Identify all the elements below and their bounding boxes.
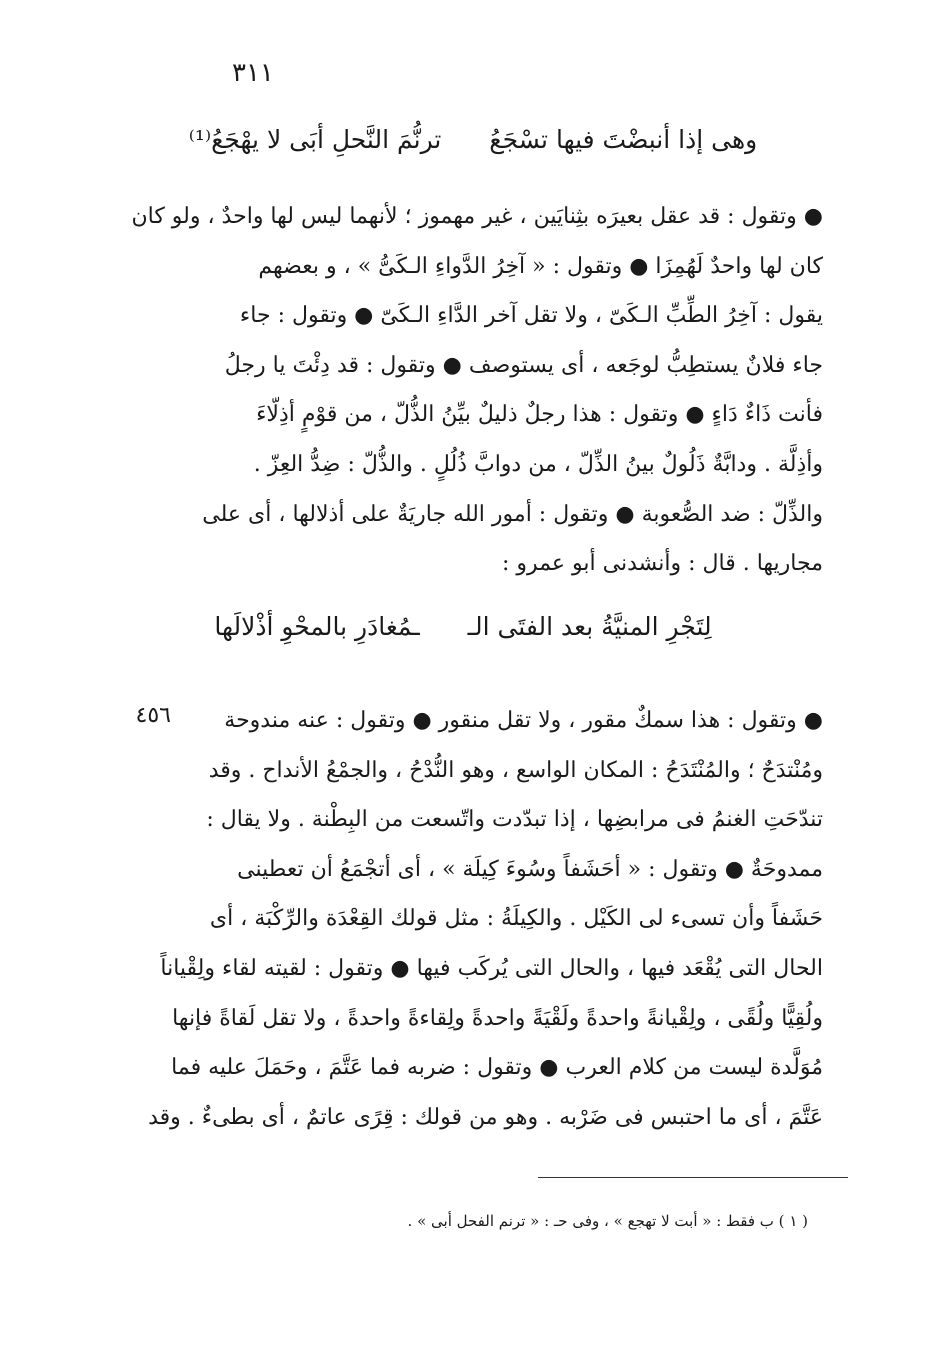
text-line: فأنت ذَاءٌ دَاءٍ ● وتقول : هذا رجلٌ ذليلٌ بيِّنُ الذُّلّ ، من قوْمٍ أذِلّاءَ xyxy=(256,402,823,428)
text-line: عَتَّمَ ، أى ما احتبس فى ضَرْبه . وهو من قولك : قِرًى عاتمٌ ، أى بطىءٌ . وقد xyxy=(148,1104,823,1130)
text-line: كان لها واحدٌ لَهُمِزَا ● وتقول : « آخِرُ الدَّواءِ الـكَىُّ » ، و بعضهم xyxy=(258,253,823,279)
text-line: ● وتقول : هذا سمكٌ مقور ، ولا تقل منقور ● وتقول : عنه مندوحة xyxy=(224,708,823,733)
footnote-divider xyxy=(538,1177,848,1178)
text-line: وأذِلَّة . ودابَّةٌ ذَلُولٌ بينُ الذِّلّ ، من دوابَّ ذُلُلٍ . والذُّلّ : ضِدُّ العِزّ . xyxy=(253,451,823,477)
paragraph-2 xyxy=(113,696,823,1142)
text-line: ولُقِيًّا ولُقًى ، ولِقْيانةً واحدةً ولَقْيَةً واحدةً ولِقاءةً واحدةً ، ولا تقل لَقاةً فإنها xyxy=(172,1005,823,1031)
verse-1-first-hemistich: وهى إذا أنبضْتَ فيها تسْجَعُ xyxy=(489,125,758,154)
verse-2-first-hemistich: لِتَجْرِ المنيَّةُ بعد الفتَى الـ xyxy=(467,612,712,641)
text-line: حَشَفاً وأن تسىء لى الكَيْل . والكِيلَةُ : مثل قولك القِعْدَة والرِّكْبَة ، أى xyxy=(209,906,823,932)
text-line: مجاريها . قال : وأنشدنى أبو عمرو : xyxy=(502,551,823,577)
text-line: ممدوحَةٌ ● وتقول : « أحَشَفاً وسُوءَ كِيلَة » ، أى أتجْمَعُ أن تعطينى xyxy=(237,856,823,882)
text-line: ومُنْتدَحٌ ؛ والمُنْتَدَحُ : المكان الواسع ، وهو النُّدْحُ ، والجمْعُ الأنداح . وقد xyxy=(208,757,823,783)
text-line: تندّحَتِ الغنمُ فى مرابضِها ، إذا تبدّدت واتّسعت من البِطْنة . ولا يقال : xyxy=(206,807,823,833)
paragraph-1 xyxy=(113,192,823,589)
text-line: جاء فلانٌ يستطِبُّ لوجَعه ، أى يستوصف ● وتقول : قد دِئْتَ يا رجلُ xyxy=(224,352,823,378)
verse-1 xyxy=(123,125,823,154)
text-line: مُوَلَّدة ليست من كلام العرب ● وتقول : ضربه فما عَتَّمَ ، وحَمَلَ عليه فما xyxy=(171,1055,823,1081)
footnote: ( ١ ) ب فقط : « أبت لا تهجع » ، وفى حـ : « ترنم الفحل أبى » . xyxy=(407,1212,808,1230)
verse-1-second-hemistich: ترنُّمَ النَّحلِ أبَى لا يهْجَعُ⁽¹⁾ xyxy=(188,125,442,154)
text-line: يقول : آخِرُ الطِّبِّ الـكَىّ ، ولا تقل آخر الدَّاءِ الـكَىّ ● وتقول : جاء xyxy=(239,303,823,329)
text-line: ● وتقول : قد عقل بعيرَه بثِنايَين ، غير مهموز ؛ لأنهما ليس لها واحدٌ ، ولو كان xyxy=(131,204,823,229)
margin-number: ٤٥٦ xyxy=(135,703,171,728)
page-number: ٣١١ xyxy=(232,58,274,88)
text-line: الحال التى يُقْعَد فيها ، والحال التى يُركَب فيها ● وتقول : لقيته لقاء ولِقْياناً xyxy=(160,955,823,981)
verse-2 xyxy=(123,612,803,641)
text-line: والذِّلّ : ضد الصُّعوبة ● وتقول : أمور الله جاريَةٌ على أذلالها ، أى على xyxy=(202,501,823,527)
verse-2-second-hemistich: ـمُغادَرِ بالمحْوِ أذْلالَها xyxy=(214,612,420,641)
